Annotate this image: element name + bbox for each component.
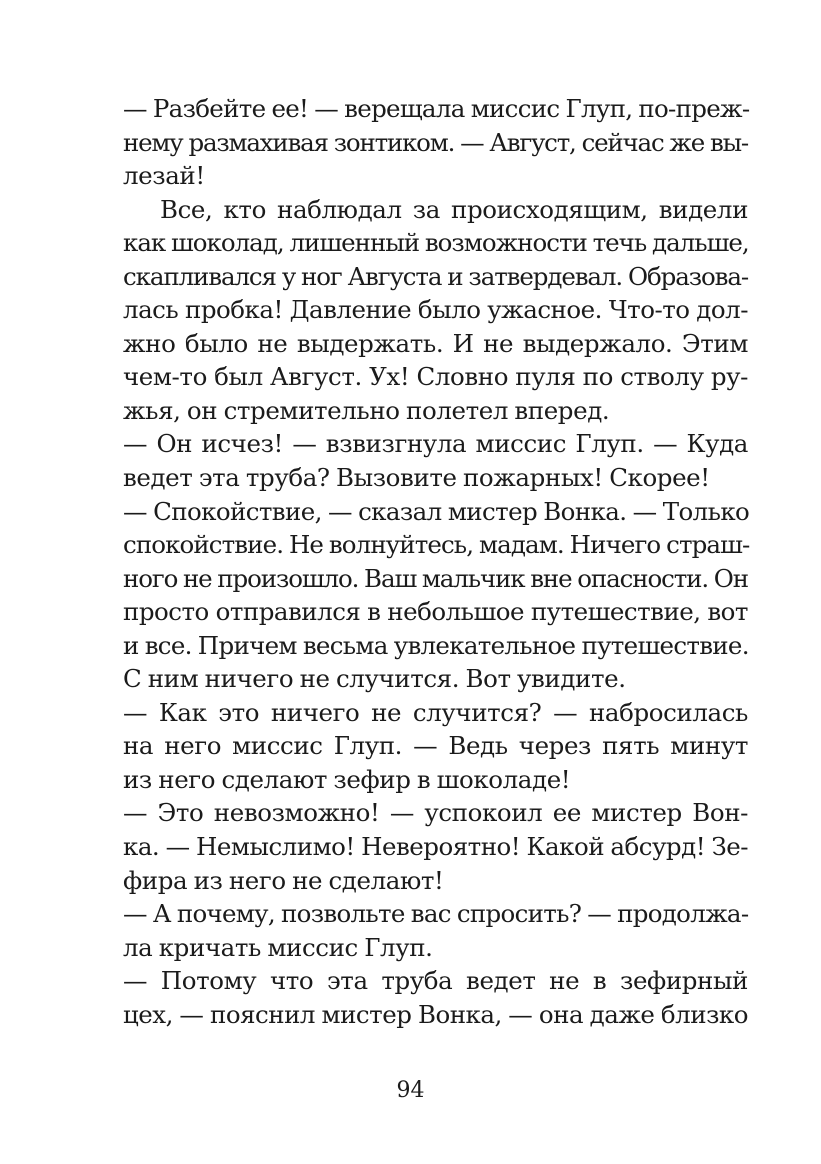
- text-line: Все, кто наблюдал за происходящим, видели: [160, 194, 748, 224]
- text-line: ведет эта труба? Вызовите пожарных! Скорее!: [123, 463, 710, 493]
- text-line: ного не произошло. Ваш мальчик вне опасности. Он: [123, 563, 749, 593]
- text-line: — Как это ничего не случится? — набросилась: [123, 697, 748, 727]
- text-line: ла кричать миссис Глуп.: [123, 932, 433, 962]
- text-line: — Он исчез! — взвизгнула миссис Глуп. — Куда: [123, 429, 748, 459]
- text-line: нему размахивая зонтиком. — Август, сейчас же вы-: [123, 127, 748, 157]
- text-line: — А почему, позвольте вас спросить? — продолжа-: [123, 899, 749, 929]
- text-line: С ним ничего не случится. Вот увидите.: [123, 664, 626, 694]
- text-line: цех, — пояснил мистер Вонка, — она даже близко: [123, 999, 748, 1029]
- text-line: на него миссис Глуп. — Ведь через пять минут: [123, 731, 748, 761]
- text-line: лезай!: [123, 161, 205, 191]
- text-line: — Разбейте ее! — верещала миссис Глуп, по-преж-: [123, 94, 750, 123]
- text-line: лась пробка! Давление было ужасное. Что-то дол-: [123, 295, 748, 325]
- text-line: спокойствие. Не волнуйтесь, мадам. Ничего страш-: [123, 530, 750, 560]
- text-line: жья, он стремительно полетел вперед.: [123, 395, 610, 425]
- text-line: как шоколад, лишенный возможности течь дальше,: [123, 228, 749, 258]
- text-line: — Потому что эта труба ведет не в зефирный: [123, 966, 748, 996]
- text-line: и все. Причем весьма увлекательное путешествие.: [123, 630, 749, 660]
- text-line: — Спокойствие, — сказал мистер Вонка. — Только: [123, 496, 750, 526]
- text-line: просто отправился в небольшое путешествие, вот: [123, 597, 748, 627]
- text-line: фира из него не сделают!: [123, 865, 444, 895]
- text-line: — Это невозможно! — успокоил ее мистер Вон-: [123, 798, 748, 828]
- text-line: чем-то был Август. Ух! Словно пуля по стволу ру-: [123, 362, 748, 392]
- text-line: из него сделают зефир в шоколаде!: [123, 764, 571, 794]
- page-body-text: [123, 92, 748, 1031]
- text-line: ка. — Немыслимо! Невероятно! Какой абсурд! Зе-: [123, 832, 748, 862]
- page-number: 94: [396, 1078, 425, 1103]
- text-line: жно было не выдержать. И не выдержало. Этим: [123, 328, 748, 358]
- text-line: скапливался у ног Августа и затвердевал. Образова-: [123, 261, 748, 291]
